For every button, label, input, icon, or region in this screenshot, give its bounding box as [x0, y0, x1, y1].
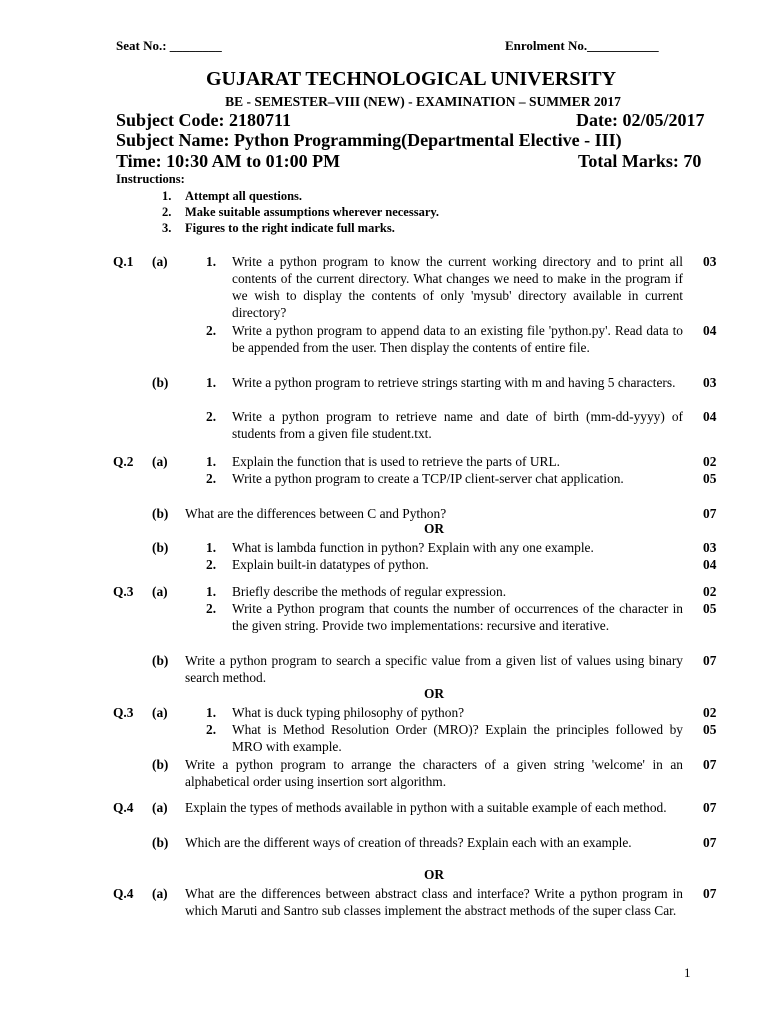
question-text: Explain built-in datatypes of python.	[232, 557, 429, 572]
exam-date: Date: 02/05/2017	[576, 110, 705, 130]
question-text: Which are the different ways of creation of threads? Explain each with an example.	[185, 835, 632, 850]
question-text: Write a python program to retrieve name and date of birth (mm-dd-yyyy) of students from a given file student.txt.	[232, 409, 683, 441]
instruction-num: 2.	[162, 205, 172, 219]
question-text: Write a python program to create a TCP/IP client-server chat application.	[232, 471, 624, 486]
part-label: (a)	[152, 886, 168, 901]
part-label: (a)	[152, 705, 168, 720]
marks: 04	[703, 409, 717, 424]
instruction-text: Figures to the right indicate full marks.	[185, 221, 395, 235]
marks: 02	[703, 584, 717, 599]
question-text: Write a python program to retrieve strings starting with m and having 5 characters.	[232, 375, 676, 390]
part-label: (b)	[152, 757, 169, 772]
marks: 07	[703, 886, 717, 901]
question-text: Write a python program to arrange the characters of a given string 'welcome' in an alphabetical order using insertion sort algorithm.	[185, 757, 683, 789]
sub-number: 1.	[206, 375, 217, 390]
or-divider: OR	[423, 521, 445, 536]
total-marks: Total Marks: 70	[578, 151, 702, 171]
marks: 02	[703, 454, 717, 469]
sub-number: 2.	[206, 601, 217, 616]
question-text: Briefly describe the methods of regular expression.	[232, 584, 507, 599]
question-number: Q.3	[113, 705, 134, 720]
or-divider: OR	[423, 686, 445, 701]
marks: 07	[703, 506, 717, 521]
sub-number: 1.	[206, 254, 217, 269]
part-label: (b)	[152, 540, 169, 555]
marks: 03	[703, 375, 717, 390]
question-text: Write a python program to know the current working directory and to print all contents of the current directory. What changes we need to make in the program if we wish to display the contents of only 'mysub' directory available in current directory?	[232, 254, 683, 320]
question-number: Q.4	[113, 886, 134, 901]
part-label: (a)	[152, 454, 168, 469]
marks: 04	[703, 323, 717, 338]
question-text: What is lambda function in python? Explain with any one example.	[232, 540, 594, 555]
marks: 03	[703, 540, 717, 555]
instruction-num: 3.	[162, 221, 172, 235]
part-label: (a)	[152, 800, 168, 815]
part-label: (b)	[152, 835, 169, 850]
question-text: Write a Python program that counts the number of occurrences of the character in the given string. Provide two implementations: recursive and iterative.	[232, 601, 683, 633]
seat-no: Seat No.: ________	[116, 38, 222, 53]
sub-number: 1.	[206, 705, 217, 720]
question-text: Explain the function that is used to retrieve the parts of URL.	[232, 454, 560, 469]
instruction-text: Attempt all questions.	[185, 189, 303, 203]
marks: 05	[703, 601, 717, 616]
sub-number: 1.	[206, 584, 217, 599]
part-label: (a)	[152, 584, 168, 599]
marks: 07	[703, 757, 717, 772]
part-label: (a)	[152, 254, 168, 269]
sub-number: 2.	[206, 471, 217, 486]
question-text: What are the differences between C and Python?	[185, 506, 447, 521]
question-number: Q.4	[113, 800, 134, 815]
marks: 03	[703, 254, 717, 269]
sub-number: 1.	[206, 454, 217, 469]
instructions-title: Instructions:	[116, 172, 185, 186]
sub-number: 2.	[206, 722, 217, 737]
question-text: Write a python program to search a specific value from a given list of values using binary search method.	[185, 653, 683, 685]
question-text: Explain the types of methods available in python with a suitable example of each method.	[185, 800, 667, 815]
sub-number: 2.	[206, 557, 217, 572]
part-label: (b)	[152, 506, 169, 521]
question-number: Q.3	[113, 584, 134, 599]
instruction-text: Make suitable assumptions wherever necessary.	[185, 205, 440, 219]
marks: 07	[703, 653, 717, 668]
marks: 05	[703, 722, 717, 737]
question-text: Write a python program to append data to an existing file 'python.py'. Read data to be appended from the user. Then display the contents of entire file.	[232, 323, 683, 355]
part-label: (b)	[152, 375, 169, 390]
or-divider: OR	[423, 867, 445, 882]
subject-name: Subject Name: Python Programming(Departmental Elective - III)	[116, 130, 622, 150]
question-number: Q.1	[113, 254, 134, 269]
question-number: Q.2	[113, 454, 134, 469]
subject-code: Subject Code: 2180711	[116, 110, 291, 130]
sub-number: 2.	[206, 409, 217, 424]
exam-time: Time: 10:30 AM to 01:00 PM	[116, 151, 341, 171]
question-text: What are the differences between abstract class and interface? Write a python program in which Maruti and Santro sub classes implement the abstract methods of the super class Car.	[185, 886, 683, 918]
question-text: What is duck typing philosophy of python?	[232, 705, 465, 720]
university-title: GUJARAT TECHNOLOGICAL UNIVERSITY	[205, 68, 617, 90]
marks: 02	[703, 705, 717, 720]
marks: 05	[703, 471, 717, 486]
question-text: What is Method Resolution Order (MRO)? Explain the principles followed by MRO with example.	[232, 722, 683, 754]
marks: 04	[703, 557, 717, 572]
enrolment-no: Enrolment No.___________	[505, 38, 659, 53]
marks: 07	[703, 835, 717, 850]
sub-number: 1.	[206, 540, 217, 555]
exam-title: BE - SEMESTER–VIII (NEW) - EXAMINATION – SUMMER 2017	[225, 94, 621, 109]
marks: 07	[703, 800, 717, 815]
part-label: (b)	[152, 653, 169, 668]
sub-number: 2.	[206, 323, 217, 338]
instruction-num: 1.	[162, 189, 172, 203]
page-number: 1	[684, 965, 691, 980]
